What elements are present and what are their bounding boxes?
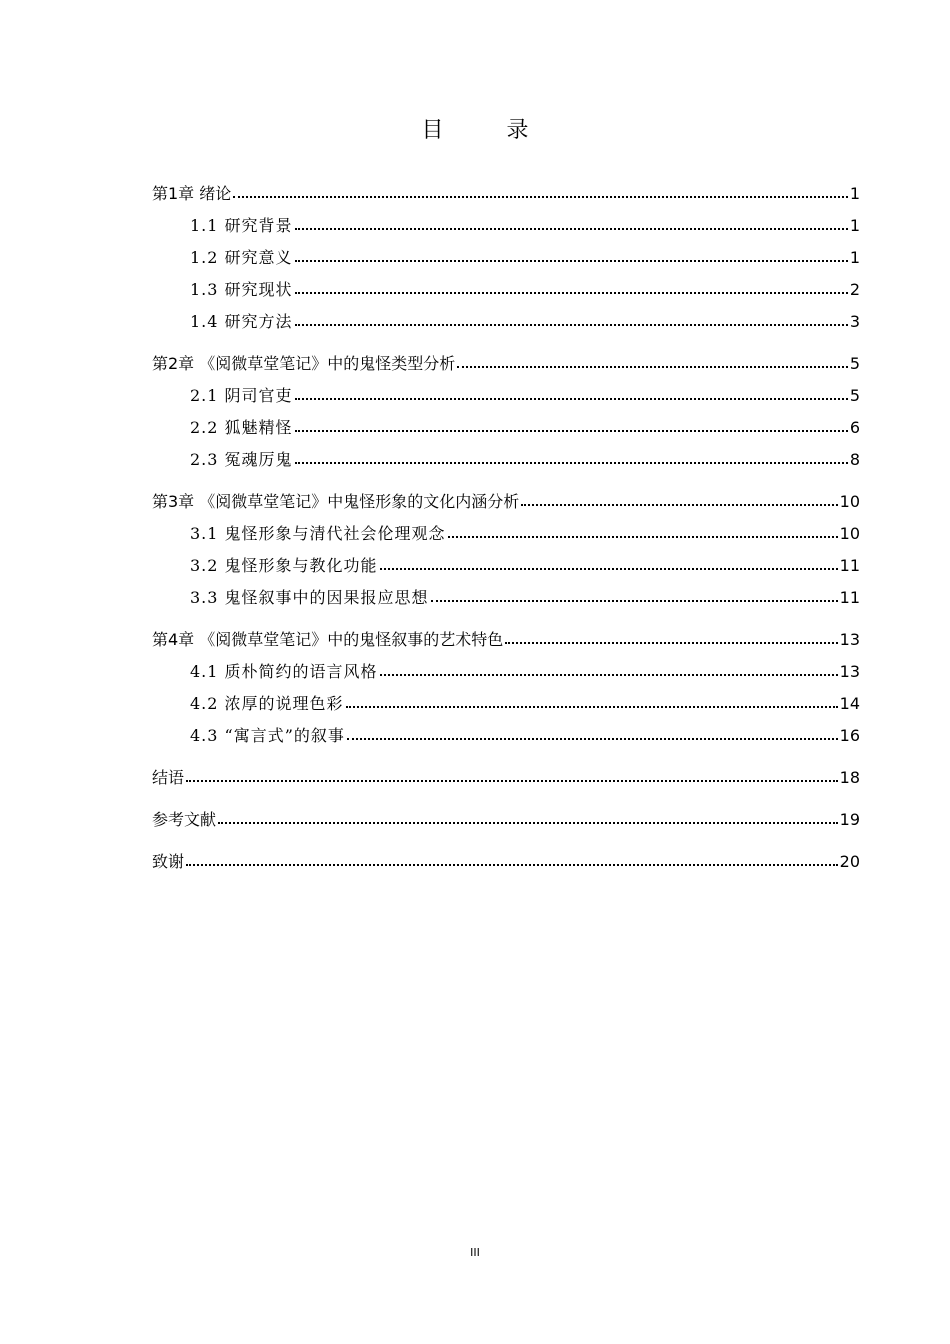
dot-leader [457,364,848,368]
toc-entry-page: 6 [849,418,860,437]
toc-entry-page: 20 [839,852,860,871]
dot-leader [346,704,838,708]
toc-entry[interactable] [152,348,860,380]
toc-entry-label: 第3章 《阅微草堂笔记》中鬼怪形象的文化内涵分析 [152,492,520,511]
dot-leader [233,194,848,198]
dot-leader [295,258,848,262]
toc-entry-page: 8 [849,450,860,469]
dot-leader [186,862,838,866]
toc-entry[interactable] [152,210,860,242]
toc-entry-label: 2.3 冤魂厉鬼 [190,450,293,469]
toc-entry-label: 2.2 狐魅精怪 [190,418,293,437]
dot-leader [380,672,838,676]
toc-entry-label: 3.2 鬼怪形象与教化功能 [190,556,378,575]
toc-entry[interactable] [152,688,860,720]
toc-entry[interactable] [152,762,860,794]
dot-leader [347,736,838,740]
toc-entry[interactable] [152,720,860,752]
dot-leader [295,290,848,294]
dot-leader [431,598,838,602]
toc-entry[interactable] [152,486,860,518]
toc-entry[interactable] [152,412,860,444]
toc-entry-page: 18 [839,768,860,787]
toc-entry-label: 1.1 研究背景 [190,216,293,235]
toc-entry[interactable] [152,582,860,614]
toc-entry-page: 13 [839,630,860,649]
toc-entry-page: 1 [849,216,860,235]
toc-entry-page: 3 [849,312,860,331]
toc-entry[interactable] [152,380,860,412]
toc-entry-label: 参考文献 [152,810,217,829]
toc-entry[interactable] [152,846,860,878]
dot-leader [295,396,848,400]
toc-entry-label: 3.3 鬼怪叙事中的因果报应思想 [190,588,429,607]
toc-entry[interactable] [152,550,860,582]
toc-entry[interactable] [152,242,860,274]
toc-entry-label: 1.3 研究现状 [190,280,293,299]
toc-entry-page: 10 [839,524,860,543]
toc-entry[interactable] [152,656,860,688]
toc-entry[interactable] [152,624,860,656]
toc-entry[interactable] [152,274,860,306]
toc-entry-label: 4.2 浓厚的说理色彩 [190,694,344,713]
toc-entry-label: 1.2 研究意义 [190,248,293,267]
page-number: III [470,1246,480,1259]
toc-entry[interactable] [152,444,860,476]
toc-entry-page: 10 [839,492,860,511]
table-of-contents [152,178,860,878]
toc-entry[interactable] [152,178,860,210]
toc-entry-label: 致谢 [152,852,185,871]
toc-entry-label: 第1章 绪论 [152,184,232,203]
dot-leader [295,322,848,326]
toc-entry-label: 4.1 质朴简约的语言风格 [190,662,378,681]
toc-entry-label: 3.1 鬼怪形象与清代社会伦理观念 [190,524,446,543]
dot-leader [218,820,838,824]
dot-leader [295,226,848,230]
toc-entry-label: 结语 [152,768,185,787]
toc-entry[interactable] [152,306,860,338]
dot-leader [505,640,837,644]
toc-entry[interactable] [152,518,860,550]
toc-entry-page: 5 [849,354,860,373]
toc-entry-label: 4.3 “寓言式”的叙事 [190,726,345,745]
toc-entry-page: 11 [839,556,860,575]
toc-entry-page: 1 [849,184,860,203]
toc-entry-label: 2.1 阴司官吏 [190,386,293,405]
toc-entry-label: 第2章 《阅微草堂笔记》中的鬼怪类型分析 [152,354,456,373]
toc-entry-page: 13 [839,662,860,681]
dot-leader [448,534,838,538]
toc-entry-page: 16 [839,726,860,745]
toc-entry-page: 5 [849,386,860,405]
dot-leader [380,566,838,570]
toc-entry-page: 2 [849,280,860,299]
toc-entry-label: 第4章 《阅微草堂笔记》中的鬼怪叙事的艺术特色 [152,630,504,649]
toc-entry[interactable] [152,804,860,836]
toc-entry-page: 1 [849,248,860,267]
toc-entry-label: 1.4 研究方法 [190,312,293,331]
dot-leader [295,460,848,464]
toc-entry-page: 19 [839,810,860,829]
toc-entry-page: 11 [839,588,860,607]
dot-leader [295,428,848,432]
toc-entry-page: 14 [839,694,860,713]
page-title: 目 录 [421,118,557,143]
dot-leader [521,502,837,506]
dot-leader [186,778,838,782]
